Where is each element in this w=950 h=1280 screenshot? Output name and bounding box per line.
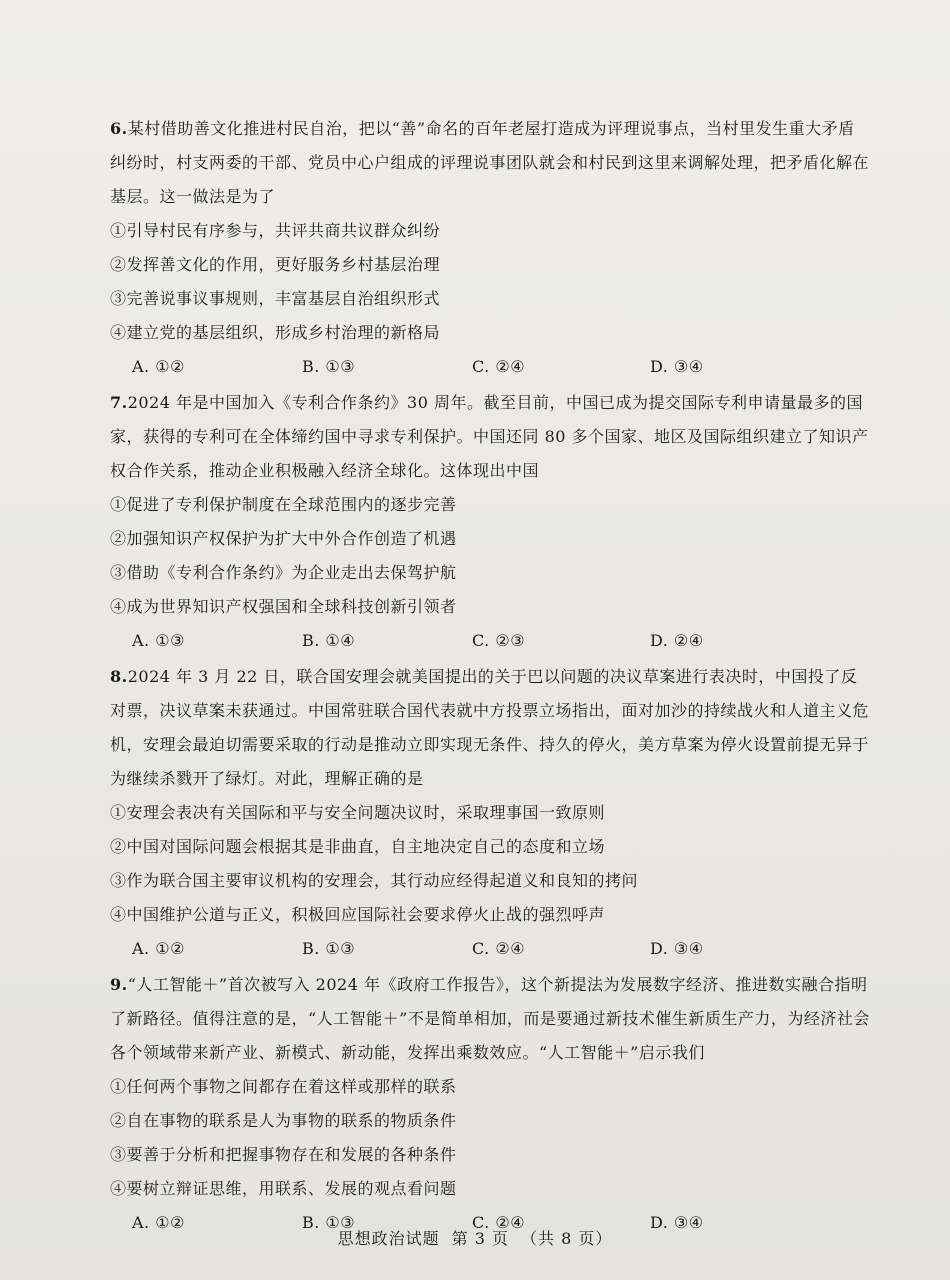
question-number: 9. — [110, 975, 128, 994]
question-9 — [110, 968, 870, 1240]
question-6 — [110, 112, 870, 384]
choice-c: C. ②③ — [472, 631, 526, 650]
choice-a: A. ①② — [132, 1213, 185, 1232]
option-2: ②自在事物的联系是人为事物的联系的物质条件 — [110, 1111, 457, 1130]
question-stem: 2024 年是中国加入《专利合作条约》30 周年。截至目前，中国已成为提交国际专利申请量最多的国家，获得的专利可在全体缔约国中寻求专利保护。中国还同 80 多个国家、地区及国际组织建立了知识产权合作关系，推动企业积极融入经济全球化。这体现出中国 — [110, 393, 869, 480]
choice-c: C. ②④ — [472, 1213, 526, 1232]
question-number: 6. — [110, 119, 128, 138]
option-2: ②加强知识产权保护为扩大中外合作创造了机遇 — [110, 529, 457, 548]
question-7 — [110, 386, 870, 658]
choice-a: A. ①② — [132, 357, 185, 376]
choice-d: D. ③④ — [650, 357, 704, 376]
option-4: ④中国维护公道与正义，积极回应国际社会要求停火止战的强烈呼声 — [110, 905, 606, 924]
option-2: ②发挥善文化的作用，更好服务乡村基层治理 — [110, 255, 441, 274]
option-2: ②中国对国际问题会根据其是非曲直，自主地决定自己的态度和立场 — [110, 837, 606, 856]
question-number: 7. — [110, 393, 128, 412]
choice-d: D. ②④ — [650, 631, 704, 650]
choice-d: D. ③④ — [650, 939, 704, 958]
footer-total: （共 8 页） — [521, 1229, 613, 1248]
option-3: ③完善说事议事规则，丰富基层自治组织形式 — [110, 289, 441, 308]
question-stem: 某村借助善文化推进村民自治，把以“善”命名的百年老屋打造成为评理说事点，当村里发生重大矛盾纠纷时，村支两委的干部、党员中心户组成的评理说事团队就会和村民到这里来调解处理，把矛盾化解在基层。这一做法是为了 — [110, 119, 870, 206]
footer-page: 第 3 页 — [451, 1229, 509, 1248]
choice-b: B. ①③ — [302, 357, 356, 376]
page-footer — [0, 1226, 950, 1249]
option-4: ④要树立辩证思维，用联系、发展的观点看问题 — [110, 1179, 457, 1198]
choice-c: C. ②④ — [472, 357, 526, 376]
answer-choices — [132, 624, 870, 658]
option-1: ①任何两个事物之间都存在着这样或那样的联系 — [110, 1077, 457, 1096]
option-1: ①引导村民有序参与，共评共商共议群众纠纷 — [110, 221, 441, 240]
choice-b: B. ①④ — [302, 631, 356, 650]
question-number: 8. — [110, 667, 128, 686]
choice-a: A. ①② — [132, 939, 185, 958]
question-stem: “人工智能＋”首次被写入 2024 年《政府工作报告》，这个新提法为发展数字经济、推进数实融合指明了新路径。值得注意的是，“人工智能＋”不是简单相加，而是要通过新技术催生新质生产力，为经济社会各个领域带来新产业、新模式、新动能，发挥出乘数效应。“人工智能＋”启示我们 — [110, 975, 870, 1062]
choice-a: A. ①③ — [132, 631, 185, 650]
question-8 — [110, 660, 870, 966]
answer-choices — [132, 350, 870, 384]
answer-choices — [132, 932, 870, 966]
choice-c: C. ②④ — [472, 939, 526, 958]
option-1: ①安理会表决有关国际和平与安全问题决议时，采取理事国一致原则 — [110, 803, 606, 822]
choice-b: B. ①③ — [302, 1213, 356, 1232]
option-1: ①促进了专利保护制度在全球范围内的逐步完善 — [110, 495, 457, 514]
option-3: ③借助《专利合作条约》为企业走出去保驾护航 — [110, 563, 457, 582]
footer-subject: 思想政治试题 — [337, 1229, 440, 1248]
question-stem: 2024 年 3 月 22 日，联合国安理会就美国提出的关于巴以问题的决议草案进行表决时，中国投了反对票，决议草案未获通过。中国常驻联合国代表就中方投票立场指出，面对加沙的持续战火和人道主义危机，安理会最迫切需要采取的行动是推动立即实现无条件、持久的停火，美方草案为停火设置前提无异于为继续杀戮开了绿灯。对此，理解正确的是 — [110, 667, 870, 788]
option-4: ④建立党的基层组织，形成乡村治理的新格局 — [110, 323, 441, 342]
option-3: ③要善于分析和把握事物存在和发展的各种条件 — [110, 1145, 457, 1164]
choice-d: D. ③④ — [650, 1213, 704, 1232]
option-4: ④成为世界知识产权强国和全球科技创新引领者 — [110, 597, 457, 616]
choice-b: B. ①③ — [302, 939, 356, 958]
option-3: ③作为联合国主要审议机构的安理会，其行动应经得起道义和良知的拷问 — [110, 871, 639, 890]
